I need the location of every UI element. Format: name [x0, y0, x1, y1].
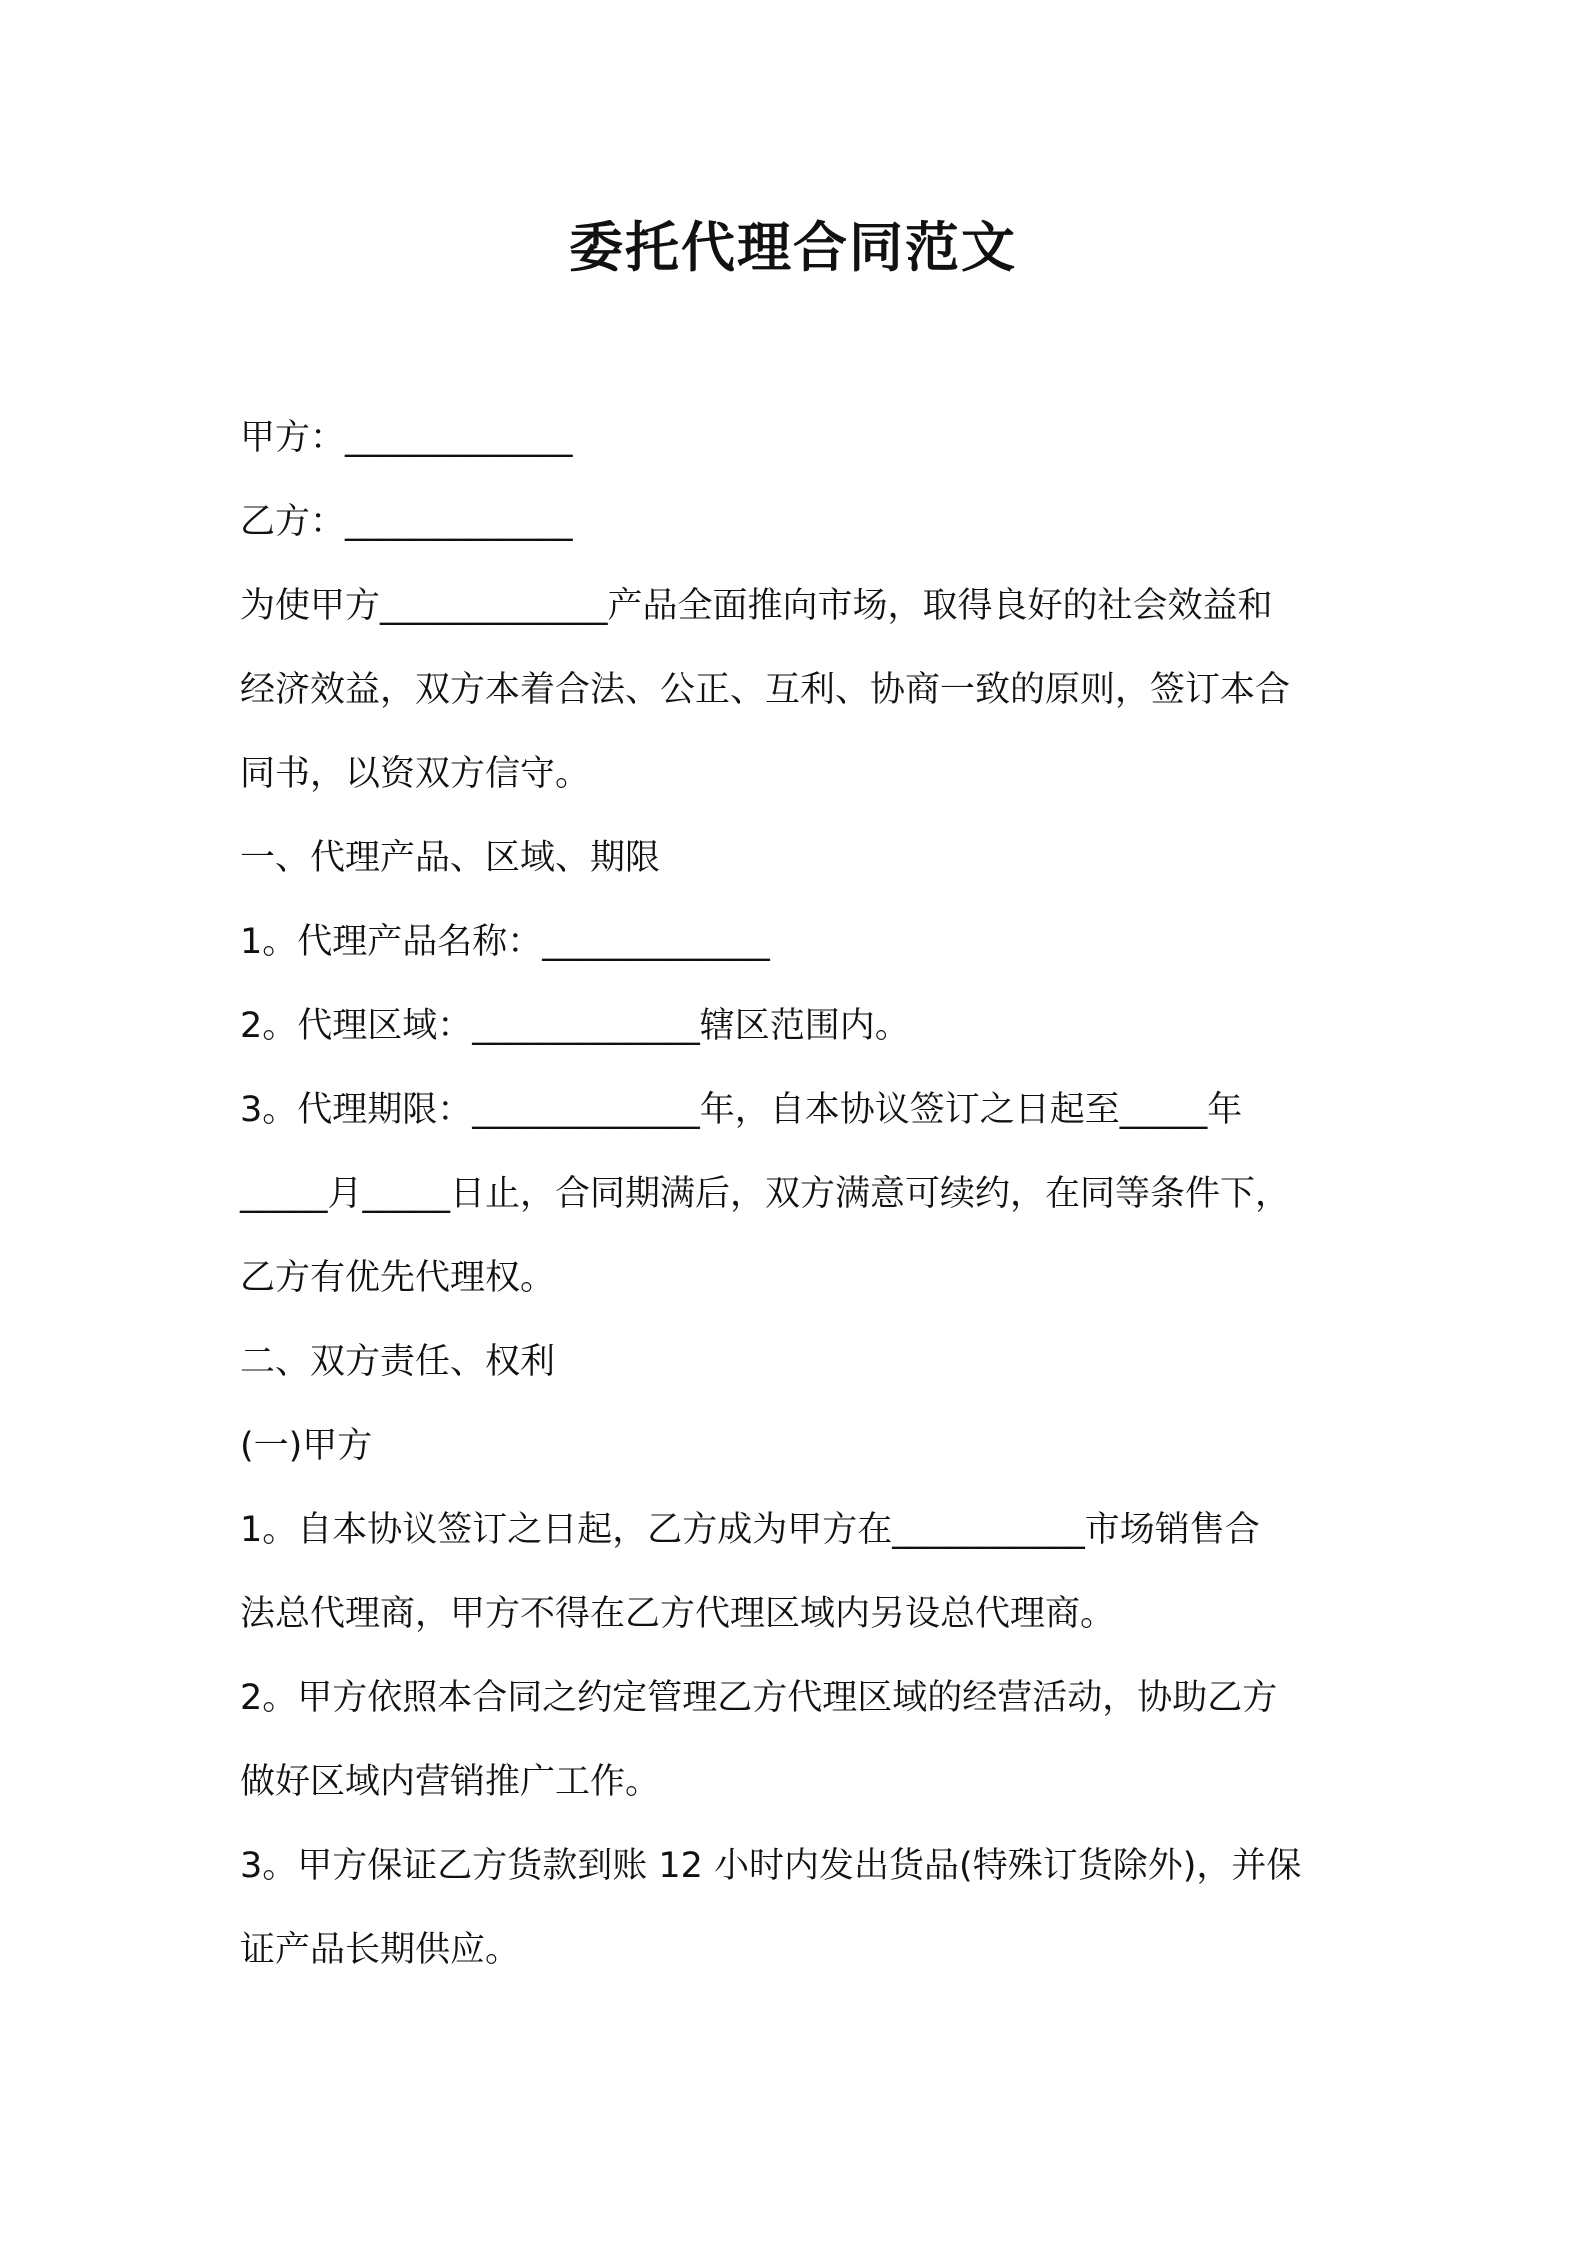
section-heading-2: 二、双方责任、权利 — [240, 1342, 556, 1382]
clause-2-3-line-1: 3。甲方保证乙方货款到账 12 小时内发出货品(特殊订货除外)，并保 — [240, 1846, 1302, 1886]
clause-2-2-line-1: 2。甲方依照本合同之约定管理乙方代理区域的经营活动，协助乙方 — [240, 1678, 1278, 1718]
clause-1-3-line-3: 乙方有优先代理权。 — [240, 1258, 556, 1298]
subsection-party-a: (一)甲方 — [240, 1426, 373, 1466]
clause-1-2: 2。代理区域：_____________辖区范围内。 — [240, 1006, 910, 1046]
preamble-line-2: 经济效益，双方本着合法、公正、互利、协商一致的原则，签订本合 — [240, 670, 1291, 710]
preamble-line-3: 同书，以资双方信守。 — [240, 754, 591, 794]
document-body — [240, 396, 1380, 1992]
section-heading-1: 一、代理产品、区域、期限 — [240, 838, 661, 878]
party-a-line: 甲方：_____________ — [240, 418, 573, 458]
clause-1-3-line-1: 3。代理期限：_____________年，自本协议签订之日起至_____年 — [240, 1090, 1243, 1130]
party-b-line: 乙方：_____________ — [240, 502, 573, 542]
clause-1-1: 1。代理产品名称：_____________ — [240, 922, 770, 962]
clause-2-1-line-2: 法总代理商，甲方不得在乙方代理区域内另设总代理商。 — [240, 1594, 1116, 1634]
clause-1-3-line-2: _____月_____日止，合同期满后，双方满意可续约，在同等条件下， — [240, 1174, 1291, 1214]
clause-2-1-line-1: 1。自本协议签订之日起，乙方成为甲方在___________市场销售合 — [240, 1510, 1260, 1550]
clause-2-3-line-2: 证产品长期供应。 — [240, 1930, 521, 1970]
preamble-line-1: 为使甲方_____________产品全面推向市场，取得良好的社会效益和 — [240, 586, 1273, 626]
document-title: 委托代理合同范文 — [569, 216, 1017, 279]
clause-2-2-line-2: 做好区域内营销推广工作。 — [240, 1762, 661, 1802]
